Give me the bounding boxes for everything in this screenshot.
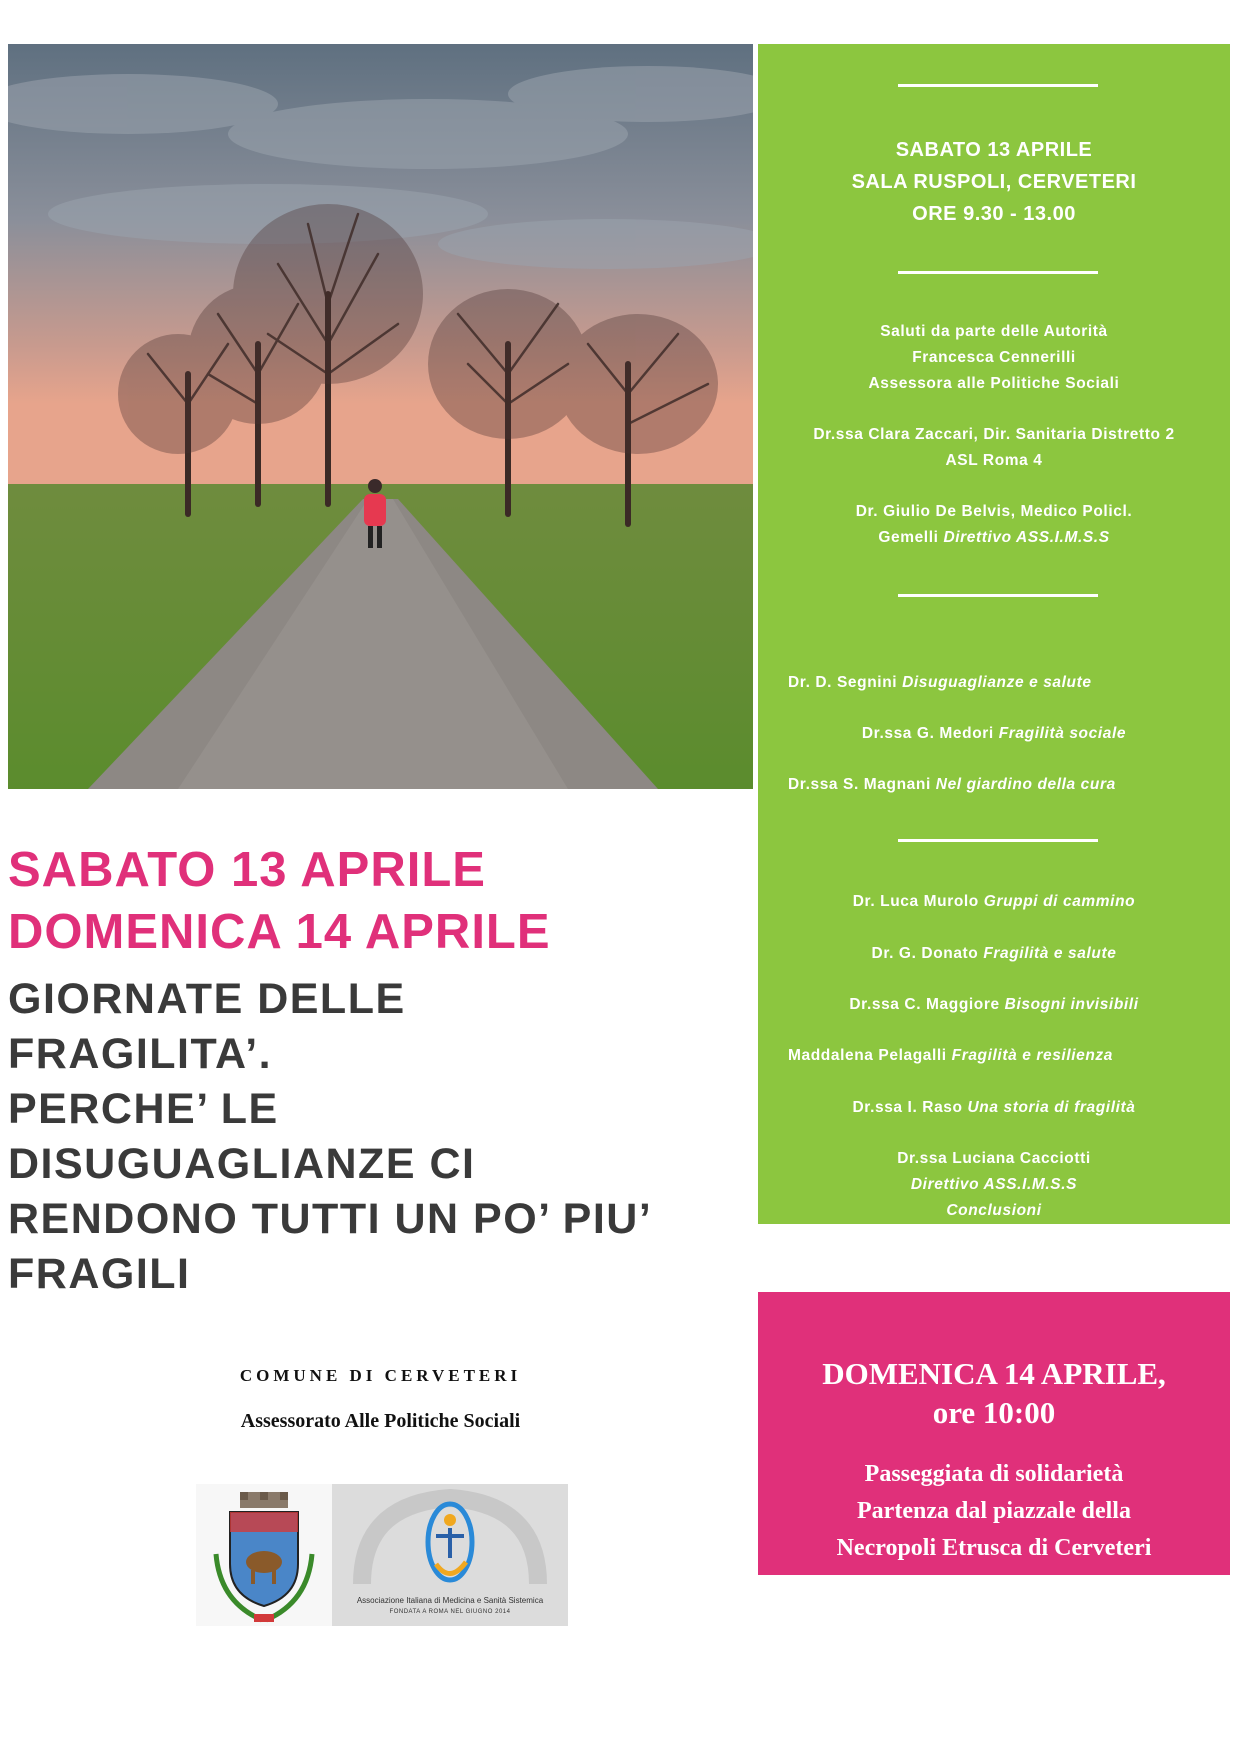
talk-topic: Disuguaglianze e salute: [902, 674, 1092, 691]
program-panel: [758, 44, 1230, 1224]
divider: [898, 594, 1098, 597]
event-subtitle: [8, 972, 748, 1302]
talk-segnini: [788, 670, 1092, 696]
speaker-name: Dr.ssa C. Maggiore: [849, 996, 1000, 1013]
talk-topic: Fragilità e resilienza: [951, 1047, 1113, 1064]
talk-donato: [758, 941, 1230, 967]
sunday-line: Partenza dal piazzale della: [857, 1498, 1131, 1524]
speaker-name: Dr. G. Donato: [871, 945, 979, 962]
crest-icon: [196, 1484, 332, 1626]
subtitle-line: RENDONO TUTTI UN PO’ PIU’: [8, 1195, 653, 1243]
talk-raso: [758, 1095, 1230, 1121]
comune-name: COMUNE DI CERVETERI: [239, 1366, 522, 1385]
talk-topic: Fragilità e salute: [983, 945, 1117, 962]
hero-photo: [8, 44, 753, 789]
subtitle-line: DISUGUAGLIANZE CI: [8, 1140, 476, 1188]
closing-role: Direttivo ASS.I.M.S.S: [910, 1176, 1078, 1193]
speaker-name: Dr.ssa I. Raso: [852, 1099, 963, 1116]
greetings-line: Saluti da parte delle Autorità: [880, 323, 1108, 340]
closing-speaker: Dr.ssa Luciana Cacciotti: [897, 1150, 1091, 1167]
sunday-line: Necropoli Etrusca di Cerveteri: [836, 1535, 1152, 1561]
sunday-date: DOMENICA 14 APRILE,: [822, 1356, 1166, 1391]
assessorato-name: Assessorato Alle Politiche Sociali: [240, 1410, 521, 1432]
talk-topic: Bisogni invisibili: [1004, 996, 1139, 1013]
talk-topic: Gruppi di cammino: [983, 893, 1136, 910]
speaker-name: Dr. Luca Murolo: [852, 893, 979, 910]
sunday-line: Passeggiata di solidarietà: [864, 1461, 1124, 1487]
talk-maggiore: [758, 992, 1230, 1018]
speaker-name: Maddalena Pelagalli: [788, 1047, 947, 1064]
divider: [898, 839, 1098, 842]
talk-murolo: [758, 889, 1230, 915]
speaker-name: Dr. D. Segnini: [788, 674, 898, 691]
program-header: [758, 134, 1230, 230]
assimss-logo: [332, 1484, 568, 1626]
title-day1: SABATO 13 APRILE: [8, 843, 486, 897]
subtitle-line: FRAGILITA’.: [8, 1030, 273, 1078]
divider: [898, 271, 1098, 274]
sunday-details: [758, 1456, 1230, 1567]
talk-topic: Una storia di fragilità: [967, 1099, 1136, 1116]
talk-pelagalli: [788, 1043, 1113, 1069]
sunday-date-block: [758, 1354, 1230, 1432]
park-path-photo: [8, 44, 753, 789]
closing-note: Conclusioni: [946, 1202, 1042, 1219]
cerveteri-crest-logo: [196, 1484, 332, 1626]
assimss-name: Associazione Italiana di Medicina e Sanità Sistemica: [356, 1596, 544, 1605]
talk-magnani: [788, 772, 1116, 798]
divider: [898, 84, 1098, 87]
program-venue: SALA RUSPOLI, CERVETERI: [851, 171, 1137, 193]
program-date: SABATO 13 APRILE: [895, 139, 1093, 161]
title-day2: DOMENICA 14 APRILE: [8, 905, 551, 959]
debelvis-line2: [758, 525, 1230, 551]
zaccari-org: ASL Roma 4: [945, 452, 1043, 469]
talk-topic: Nel giardino della cura: [935, 776, 1116, 793]
talk-topic: Fragilità sociale: [998, 725, 1127, 742]
debelvis-line: Dr. Giulio De Belvis, Medico Policl.: [855, 503, 1133, 520]
subtitle-line: GIORNATE DELLE: [8, 975, 406, 1023]
debelvis-affiliation: Gemelli: [878, 529, 939, 546]
debelvis-role: Direttivo ASS.I.M.S.S: [943, 529, 1110, 546]
sunday-time: ore 10:00: [932, 1395, 1056, 1430]
speaker-name: Dr.ssa G. Medori: [861, 725, 994, 742]
zaccari-line: Dr.ssa Clara Zaccari, Dir. Sanitaria Distretto 2: [813, 426, 1175, 443]
subtitle-line: FRAGILI: [8, 1250, 191, 1298]
greetings-block: [758, 319, 1230, 397]
greetings-role: Assessora alle Politiche Sociali: [868, 375, 1120, 392]
assimss-founded: FONDATA A ROMA NEL GIUGNO 2014: [389, 1609, 511, 1615]
greetings-name: Francesca Cennerilli: [912, 349, 1076, 366]
sunday-panel: [758, 1292, 1230, 1575]
program-time: ORE 9.30 - 13.00: [912, 203, 1076, 225]
closing-block: [758, 1146, 1230, 1224]
talk-medori: [758, 721, 1230, 747]
speaker-name: Dr.ssa S. Magnani: [788, 776, 931, 793]
subtitle-line: PERCHE’ LE: [8, 1085, 279, 1133]
zaccari-block: [758, 422, 1230, 474]
debelvis-block: [758, 499, 1230, 551]
